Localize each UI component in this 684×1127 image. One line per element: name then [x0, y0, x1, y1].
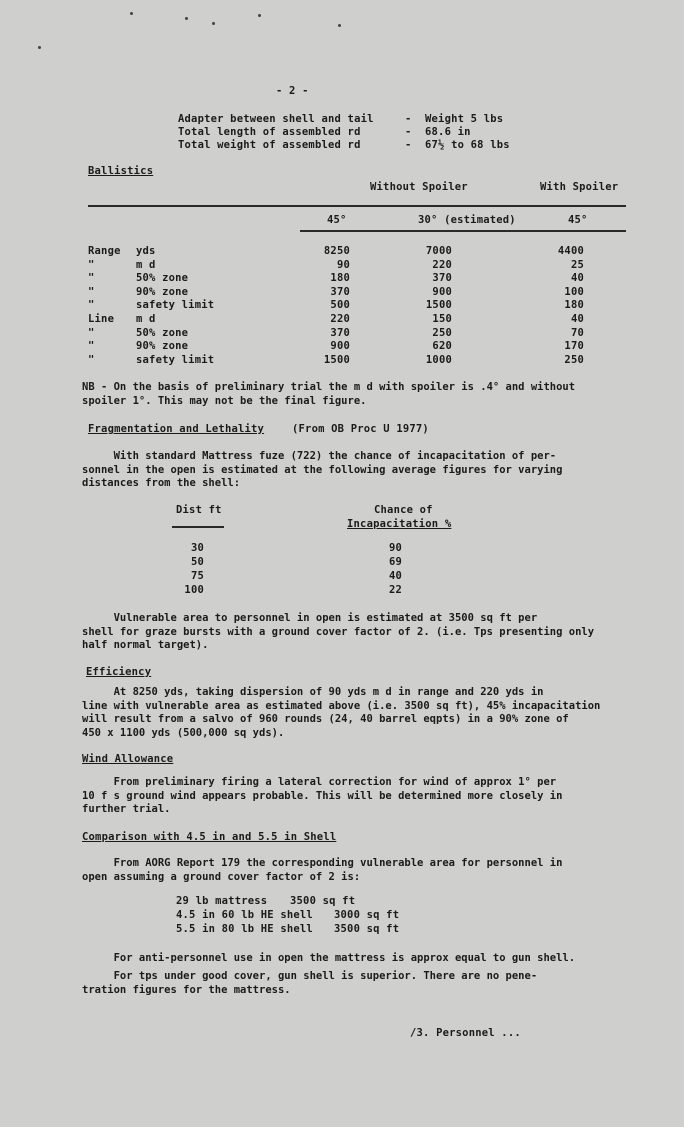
value-30-estimated: 900	[432, 285, 452, 298]
speck	[130, 12, 133, 15]
distance-value: 100	[184, 584, 204, 596]
row-label-b: 90% zone	[136, 340, 189, 353]
spec-value: 67½ to 68 lbs	[425, 139, 510, 151]
col-header-30-estimated: 30° (estimated)	[418, 214, 516, 226]
row-label-a: Line	[88, 313, 115, 325]
value-30-estimated: 1500	[425, 299, 452, 312]
spec-sep: -	[405, 139, 412, 151]
value-45-without: 8250	[323, 245, 350, 257]
value-45-without: 900	[330, 340, 350, 353]
value-45-without: 90	[336, 258, 350, 271]
value-45-with: 70	[570, 326, 584, 339]
row-label-b: 50% zone	[136, 326, 189, 339]
spec-value: 68.6 in	[425, 126, 471, 138]
spec-label: Total weight of assembled rd	[178, 139, 361, 151]
row-label-b: m d	[136, 313, 156, 325]
value-45-with: 180	[564, 299, 584, 312]
row-label-b: safety limit	[136, 299, 215, 312]
group-with-spoiler: With Spoiler	[540, 181, 619, 193]
value-45-without: 180	[330, 272, 350, 285]
value-45-with: 4400	[557, 245, 584, 257]
value-45-without: 370	[330, 326, 350, 339]
value-45-without: 220	[330, 313, 350, 325]
value-45-without: 500	[330, 299, 350, 312]
value-45-with: 40	[570, 313, 584, 325]
value-30-estimated: 150	[432, 313, 452, 325]
incapacitation-value: 22	[388, 584, 402, 596]
table-header-rule	[300, 230, 626, 232]
group-without-spoiler: Without Spoiler	[370, 181, 468, 193]
row-label-b: 90% zone	[136, 285, 189, 298]
comparison-item-area: 3000 sq ft	[334, 909, 400, 921]
value-30-estimated: 370	[432, 272, 452, 285]
col-header-chance-2: Incapacitation %	[347, 518, 452, 530]
conclusion-open: For anti-personnel use in open the mattress is approx equal to gun shell.	[82, 952, 576, 964]
row-label-a: Range	[88, 245, 121, 257]
efficiency-body: At 8250 yds, taking dispersion of 90 yds m d in range and 220 yds in line with vulnerable area as estimated above (i.e. 3500 sq ft), 45% incapacitation will result from a salvo of 960 rounds (24, 40 barrel eqpts) in a 90% zone of 450 x 1100 yds (500,000 sq yds).	[82, 686, 601, 739]
row-label-b: safety limit	[136, 353, 215, 366]
comparison-item-name: 5.5 in 80 lb HE shell	[176, 923, 313, 935]
value-45-with: 40	[570, 272, 584, 285]
spec-sep: -	[405, 113, 412, 125]
distance-value: 75	[190, 570, 204, 582]
value-30-estimated: 7000	[425, 245, 452, 257]
col-header-45-with: 45°	[568, 214, 588, 226]
dist-rule	[172, 526, 224, 528]
spec-value: Weight 5 lbs	[425, 113, 504, 125]
value-45-with: 25	[570, 258, 584, 271]
row-label-b: yds	[136, 245, 156, 257]
nb-note: NB - On the basis of preliminary trial the m d with spoiler is .4° and without spoiler 1°. This may not be the final figure.	[82, 381, 576, 407]
wind-body: From preliminary firing a lateral correction for wind of approx 1° per 10 f s ground wind appears probable. This will be determined more closely in further trial.	[82, 776, 563, 815]
ballistics-heading: Ballistics	[88, 165, 154, 177]
fragmentation-heading: Fragmentation and Lethality	[88, 423, 265, 435]
speck	[258, 14, 261, 17]
row-label-b: m d	[136, 258, 156, 271]
spec-sep: -	[405, 126, 412, 138]
speck	[38, 46, 41, 49]
comparison-heading: Comparison with 4.5 in and 5.5 in Shell	[82, 831, 337, 843]
comparison-item-area: 3500 sq ft	[290, 895, 356, 907]
wind-heading: Wind Allowance	[82, 753, 174, 765]
col-header-dist: Dist ft	[176, 504, 222, 516]
spec-label: Adapter between shell and tail	[178, 113, 374, 125]
row-label-a: "	[88, 258, 95, 271]
efficiency-heading: Efficiency	[86, 666, 152, 678]
value-45-with: 100	[564, 285, 584, 298]
incapacitation-value: 40	[388, 570, 402, 582]
conclusion-cover: For tps under good cover, gun shell is superior. There are no pene- tration figures for the mattress.	[82, 970, 538, 996]
comparison-item-name: 4.5 in 60 lb HE shell	[176, 909, 313, 921]
value-45-with: 170	[564, 340, 584, 353]
value-30-estimated: 220	[432, 258, 452, 271]
col-header-45-without: 45°	[327, 214, 347, 226]
comparison-body: From AORG Report 179 the corresponding vulnerable area for personnel in open assuming a ground cover factor of 2 is:	[82, 857, 563, 883]
continuation-line: /3. Personnel ...	[410, 1027, 521, 1039]
row-label-a: "	[88, 299, 95, 312]
table-top-rule	[88, 205, 626, 207]
comparison-item-name: 29 lb mattress	[176, 895, 268, 907]
comparison-item-area: 3500 sq ft	[334, 923, 400, 935]
fragmentation-body: With standard Mattress fuze (722) the chance of incapacitation of per- sonnel in the open is estimated at the following average figures for varying distances from the shell:	[82, 450, 563, 489]
value-30-estimated: 1000	[425, 353, 452, 366]
speck	[212, 22, 215, 25]
page-number: - 2 -	[276, 85, 309, 97]
distance-value: 30	[190, 542, 204, 554]
speck	[185, 17, 188, 20]
distance-value: 50	[190, 556, 204, 568]
row-label-a: "	[88, 353, 95, 366]
value-30-estimated: 620	[432, 340, 452, 353]
value-45-without: 1500	[323, 353, 350, 366]
speck	[338, 24, 341, 27]
row-label-a: "	[88, 272, 95, 285]
spec-label: Total length of assembled rd	[178, 126, 361, 138]
vulnerable-area-text: Vulnerable area to personnel in open is estimated at 3500 sq ft per shell for graze bursts with a ground cover factor of 2. (i.e. Tps presenting only half normal target).	[82, 612, 595, 651]
col-header-chance-1: Chance of	[374, 504, 433, 516]
value-45-without: 370	[330, 285, 350, 298]
incapacitation-value: 90	[388, 542, 402, 554]
incapacitation-value: 69	[388, 556, 402, 568]
value-45-with: 250	[564, 353, 584, 366]
row-label-a: "	[88, 326, 95, 339]
row-label-a: "	[88, 340, 95, 353]
row-label-b: 50% zone	[136, 272, 189, 285]
fragmentation-source: (From OB Proc U 1977)	[292, 423, 429, 435]
value-30-estimated: 250	[432, 326, 452, 339]
row-label-a: "	[88, 285, 95, 298]
